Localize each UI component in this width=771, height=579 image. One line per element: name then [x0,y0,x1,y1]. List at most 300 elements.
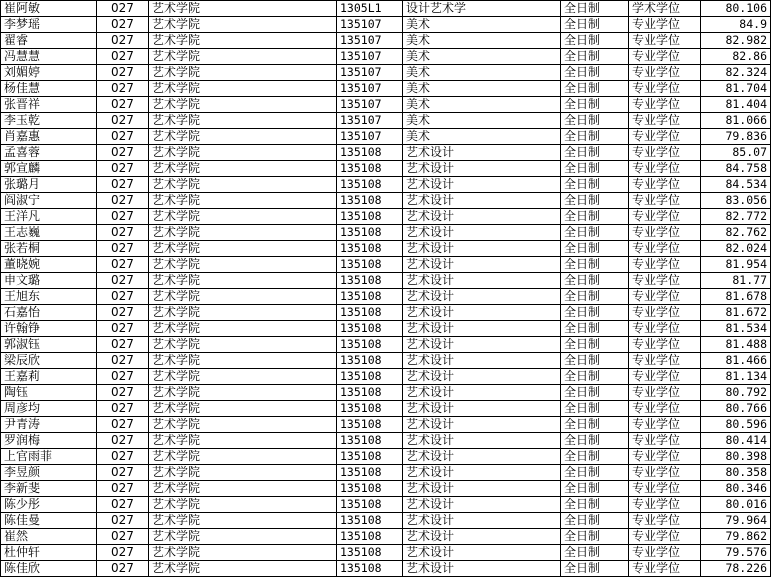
name-cell: 杜仲轩 [1,545,97,561]
degree-type-cell: 专业学位 [629,289,701,305]
name-cell: 董晓婉 [1,257,97,273]
study-mode-cell: 全日制 [561,257,629,273]
major-cell: 艺术设计 [403,337,561,353]
major-cell: 艺术设计 [403,209,561,225]
name-cell: 李玉乾 [1,113,97,129]
major-cell: 设计艺术学 [403,1,561,17]
score-cell: 80.016 [701,497,771,513]
major-code-cell: 135108 [337,337,403,353]
score-cell: 80.596 [701,417,771,433]
degree-type-cell: 专业学位 [629,529,701,545]
college-cell: 艺术学院 [149,449,337,465]
degree-type-cell: 专业学位 [629,545,701,561]
dept-code-cell: 027 [97,161,149,177]
degree-type-cell: 专业学位 [629,177,701,193]
degree-type-cell: 专业学位 [629,209,701,225]
study-mode-cell: 全日制 [561,529,629,545]
major-code-cell: 135107 [337,81,403,97]
major-code-cell: 135108 [337,497,403,513]
dept-code-cell: 027 [97,257,149,273]
score-cell: 85.07 [701,145,771,161]
dept-code-cell: 027 [97,65,149,81]
table-row [1,97,771,113]
major-cell: 艺术设计 [403,465,561,481]
dept-code-cell: 027 [97,337,149,353]
table-row [1,497,771,513]
major-code-cell: 135108 [337,177,403,193]
dept-code-cell: 027 [97,177,149,193]
score-cell: 83.056 [701,193,771,209]
major-code-cell: 135107 [337,49,403,65]
dept-code-cell: 027 [97,305,149,321]
table-row [1,561,771,577]
table-row [1,513,771,529]
table-row [1,305,771,321]
degree-type-cell: 专业学位 [629,129,701,145]
college-cell: 艺术学院 [149,401,337,417]
college-cell: 艺术学院 [149,1,337,17]
table-row [1,49,771,65]
score-cell: 80.358 [701,465,771,481]
study-mode-cell: 全日制 [561,369,629,385]
degree-type-cell: 专业学位 [629,161,701,177]
dept-code-cell: 027 [97,81,149,97]
name-cell: 郭宣麟 [1,161,97,177]
name-cell: 周彦均 [1,401,97,417]
table-row [1,433,771,449]
dept-code-cell: 027 [97,353,149,369]
study-mode-cell: 全日制 [561,177,629,193]
major-cell: 艺术设计 [403,545,561,561]
name-cell: 陈佳曼 [1,513,97,529]
degree-type-cell: 专业学位 [629,321,701,337]
college-cell: 艺术学院 [149,513,337,529]
dept-code-cell: 027 [97,401,149,417]
table-row [1,161,771,177]
score-cell: 82.982 [701,33,771,49]
dept-code-cell: 027 [97,385,149,401]
dept-code-cell: 027 [97,33,149,49]
study-mode-cell: 全日制 [561,193,629,209]
major-cell: 艺术设计 [403,401,561,417]
major-code-cell: 135108 [337,193,403,209]
major-code-cell: 135108 [337,273,403,289]
degree-type-cell: 专业学位 [629,225,701,241]
major-code-cell: 135107 [337,129,403,145]
major-cell: 艺术设计 [403,449,561,465]
table-body [1,1,771,577]
college-cell: 艺术学院 [149,321,337,337]
score-cell: 81.134 [701,369,771,385]
major-code-cell: 1305L1 [337,1,403,17]
score-cell: 81.404 [701,97,771,113]
college-cell: 艺术学院 [149,17,337,33]
name-cell: 陈少彤 [1,497,97,513]
dept-code-cell: 027 [97,145,149,161]
major-code-cell: 135108 [337,289,403,305]
table-row [1,209,771,225]
major-code-cell: 135107 [337,33,403,49]
study-mode-cell: 全日制 [561,385,629,401]
name-cell: 申文璐 [1,273,97,289]
table-row [1,241,771,257]
major-cell: 艺术设计 [403,417,561,433]
degree-type-cell: 学术学位 [629,1,701,17]
degree-type-cell: 专业学位 [629,193,701,209]
score-cell: 79.862 [701,529,771,545]
college-cell: 艺术学院 [149,209,337,225]
study-mode-cell: 全日制 [561,497,629,513]
table-row [1,385,771,401]
name-cell: 翟睿 [1,33,97,49]
study-mode-cell: 全日制 [561,337,629,353]
score-cell: 84.9 [701,17,771,33]
major-cell: 艺术设计 [403,529,561,545]
major-code-cell: 135108 [337,257,403,273]
study-mode-cell: 全日制 [561,33,629,49]
major-code-cell: 135108 [337,433,403,449]
major-cell: 艺术设计 [403,353,561,369]
dept-code-cell: 027 [97,433,149,449]
major-code-cell: 135108 [337,353,403,369]
name-cell: 崔阿敏 [1,1,97,17]
score-cell: 80.766 [701,401,771,417]
degree-type-cell: 专业学位 [629,97,701,113]
table-row [1,193,771,209]
degree-type-cell: 专业学位 [629,337,701,353]
college-cell: 艺术学院 [149,369,337,385]
study-mode-cell: 全日制 [561,433,629,449]
major-cell: 艺术设计 [403,369,561,385]
college-cell: 艺术学院 [149,161,337,177]
study-mode-cell: 全日制 [561,545,629,561]
college-cell: 艺术学院 [149,417,337,433]
degree-type-cell: 专业学位 [629,113,701,129]
table-row [1,273,771,289]
degree-type-cell: 专业学位 [629,417,701,433]
major-code-cell: 135108 [337,209,403,225]
score-cell: 80.414 [701,433,771,449]
degree-type-cell: 专业学位 [629,65,701,81]
score-cell: 81.954 [701,257,771,273]
study-mode-cell: 全日制 [561,241,629,257]
major-cell: 美术 [403,33,561,49]
major-cell: 艺术设计 [403,321,561,337]
score-cell: 81.704 [701,81,771,97]
name-cell: 上官雨菲 [1,449,97,465]
major-cell: 艺术设计 [403,225,561,241]
major-cell: 艺术设计 [403,289,561,305]
study-mode-cell: 全日制 [561,465,629,481]
dept-code-cell: 027 [97,289,149,305]
study-mode-cell: 全日制 [561,129,629,145]
degree-type-cell: 专业学位 [629,385,701,401]
dept-code-cell: 027 [97,97,149,113]
dept-code-cell: 027 [97,49,149,65]
table-row [1,1,771,17]
table-row [1,177,771,193]
dept-code-cell: 027 [97,273,149,289]
college-cell: 艺术学院 [149,193,337,209]
major-code-cell: 135108 [337,529,403,545]
study-mode-cell: 全日制 [561,49,629,65]
major-code-cell: 135108 [337,145,403,161]
table-row [1,129,771,145]
name-cell: 张晋祥 [1,97,97,113]
table-row [1,449,771,465]
degree-type-cell: 专业学位 [629,49,701,65]
study-mode-cell: 全日制 [561,561,629,577]
table-row [1,257,771,273]
study-mode-cell: 全日制 [561,1,629,17]
dept-code-cell: 027 [97,369,149,385]
degree-type-cell: 专业学位 [629,497,701,513]
study-mode-cell: 全日制 [561,513,629,529]
name-cell: 王嘉莉 [1,369,97,385]
major-code-cell: 135107 [337,17,403,33]
college-cell: 艺术学院 [149,145,337,161]
score-cell: 84.758 [701,161,771,177]
major-code-cell: 135108 [337,401,403,417]
study-mode-cell: 全日制 [561,481,629,497]
score-cell: 81.534 [701,321,771,337]
college-cell: 艺术学院 [149,545,337,561]
name-cell: 罗润梅 [1,433,97,449]
score-cell: 84.534 [701,177,771,193]
study-mode-cell: 全日制 [561,305,629,321]
college-cell: 艺术学院 [149,497,337,513]
college-cell: 艺术学院 [149,225,337,241]
name-cell: 王旭东 [1,289,97,305]
score-cell: 82.024 [701,241,771,257]
study-mode-cell: 全日制 [561,113,629,129]
college-cell: 艺术学院 [149,433,337,449]
study-mode-cell: 全日制 [561,81,629,97]
score-cell: 80.346 [701,481,771,497]
college-cell: 艺术学院 [149,113,337,129]
major-cell: 美术 [403,97,561,113]
study-mode-cell: 全日制 [561,273,629,289]
college-cell: 艺术学院 [149,337,337,353]
major-code-cell: 135108 [337,321,403,337]
name-cell: 刘媚婷 [1,65,97,81]
table-row [1,65,771,81]
degree-type-cell: 专业学位 [629,17,701,33]
degree-type-cell: 专业学位 [629,481,701,497]
score-cell: 79.576 [701,545,771,561]
college-cell: 艺术学院 [149,241,337,257]
major-code-cell: 135108 [337,369,403,385]
degree-type-cell: 专业学位 [629,353,701,369]
study-mode-cell: 全日制 [561,321,629,337]
college-cell: 艺术学院 [149,97,337,113]
score-cell: 81.678 [701,289,771,305]
major-code-cell: 135108 [337,513,403,529]
college-cell: 艺术学院 [149,305,337,321]
name-cell: 冯慧慧 [1,49,97,65]
major-cell: 艺术设计 [403,513,561,529]
score-cell: 81.77 [701,273,771,289]
table-row [1,17,771,33]
dept-code-cell: 027 [97,529,149,545]
dept-code-cell: 027 [97,497,149,513]
major-code-cell: 135108 [337,561,403,577]
table-row [1,145,771,161]
degree-type-cell: 专业学位 [629,513,701,529]
major-code-cell: 135108 [337,385,403,401]
major-cell: 艺术设计 [403,241,561,257]
dept-code-cell: 027 [97,417,149,433]
major-cell: 艺术设计 [403,145,561,161]
score-cell: 81.466 [701,353,771,369]
major-code-cell: 135107 [337,65,403,81]
study-mode-cell: 全日制 [561,161,629,177]
degree-type-cell: 专业学位 [629,241,701,257]
college-cell: 艺术学院 [149,177,337,193]
major-cell: 美术 [403,129,561,145]
college-cell: 艺术学院 [149,273,337,289]
college-cell: 艺术学院 [149,561,337,577]
score-cell: 82.86 [701,49,771,65]
dept-code-cell: 027 [97,449,149,465]
dept-code-cell: 027 [97,17,149,33]
degree-type-cell: 专业学位 [629,273,701,289]
college-cell: 艺术学院 [149,65,337,81]
score-cell: 79.964 [701,513,771,529]
major-cell: 艺术设计 [403,161,561,177]
score-cell: 81.488 [701,337,771,353]
major-cell: 艺术设计 [403,481,561,497]
degree-type-cell: 专业学位 [629,145,701,161]
college-cell: 艺术学院 [149,49,337,65]
table-row [1,417,771,433]
score-cell: 81.066 [701,113,771,129]
major-code-cell: 135108 [337,481,403,497]
table-row [1,225,771,241]
degree-type-cell: 专业学位 [629,465,701,481]
major-cell: 美术 [403,65,561,81]
major-cell: 美术 [403,81,561,97]
major-code-cell: 135108 [337,225,403,241]
table-row [1,529,771,545]
major-cell: 艺术设计 [403,561,561,577]
degree-type-cell: 专业学位 [629,401,701,417]
major-code-cell: 135108 [337,305,403,321]
name-cell: 陶钰 [1,385,97,401]
study-mode-cell: 全日制 [561,401,629,417]
table-row [1,481,771,497]
name-cell: 李梦瑶 [1,17,97,33]
name-cell: 石嘉怡 [1,305,97,321]
dept-code-cell: 027 [97,113,149,129]
major-cell: 艺术设计 [403,273,561,289]
score-cell: 78.226 [701,561,771,577]
degree-type-cell: 专业学位 [629,257,701,273]
table-row [1,321,771,337]
study-mode-cell: 全日制 [561,417,629,433]
name-cell: 许翰铮 [1,321,97,337]
table-row [1,369,771,385]
major-cell: 美术 [403,17,561,33]
degree-type-cell: 专业学位 [629,449,701,465]
dept-code-cell: 027 [97,1,149,17]
name-cell: 李新斐 [1,481,97,497]
degree-type-cell: 专业学位 [629,369,701,385]
score-cell: 79.836 [701,129,771,145]
major-code-cell: 135107 [337,97,403,113]
table-row [1,465,771,481]
table-row [1,353,771,369]
major-code-cell: 135108 [337,465,403,481]
table-row [1,113,771,129]
name-cell: 郭淑钰 [1,337,97,353]
dept-code-cell: 027 [97,465,149,481]
dept-code-cell: 027 [97,513,149,529]
study-mode-cell: 全日制 [561,449,629,465]
table-row [1,81,771,97]
major-cell: 艺术设计 [403,193,561,209]
score-cell: 81.672 [701,305,771,321]
major-cell: 艺术设计 [403,177,561,193]
college-cell: 艺术学院 [149,529,337,545]
table-row [1,289,771,305]
degree-type-cell: 专业学位 [629,33,701,49]
table-row [1,401,771,417]
name-cell: 张若桐 [1,241,97,257]
score-cell: 82.772 [701,209,771,225]
study-mode-cell: 全日制 [561,353,629,369]
major-code-cell: 135108 [337,161,403,177]
study-mode-cell: 全日制 [561,209,629,225]
dept-code-cell: 027 [97,209,149,225]
major-code-cell: 135108 [337,417,403,433]
major-cell: 艺术设计 [403,257,561,273]
score-cell: 80.792 [701,385,771,401]
name-cell: 崔然 [1,529,97,545]
dept-code-cell: 027 [97,225,149,241]
major-cell: 艺术设计 [403,305,561,321]
degree-type-cell: 专业学位 [629,561,701,577]
dept-code-cell: 027 [97,321,149,337]
major-cell: 艺术设计 [403,497,561,513]
name-cell: 梁辰欣 [1,353,97,369]
major-code-cell: 135108 [337,241,403,257]
dept-code-cell: 027 [97,241,149,257]
college-cell: 艺术学院 [149,481,337,497]
major-code-cell: 135107 [337,113,403,129]
major-cell: 美术 [403,113,561,129]
study-mode-cell: 全日制 [561,97,629,113]
name-cell: 阎淑宁 [1,193,97,209]
major-cell: 艺术设计 [403,433,561,449]
dept-code-cell: 027 [97,129,149,145]
college-cell: 艺术学院 [149,385,337,401]
table-row [1,337,771,353]
degree-type-cell: 专业学位 [629,305,701,321]
name-cell: 肖嘉惠 [1,129,97,145]
score-cell: 80.106 [701,1,771,17]
name-cell: 杨佳慧 [1,81,97,97]
college-cell: 艺术学院 [149,81,337,97]
study-mode-cell: 全日制 [561,65,629,81]
name-cell: 孟喜蓉 [1,145,97,161]
college-cell: 艺术学院 [149,33,337,49]
name-cell: 陈佳欣 [1,561,97,577]
name-cell: 张璐月 [1,177,97,193]
study-mode-cell: 全日制 [561,17,629,33]
major-cell: 美术 [403,49,561,65]
college-cell: 艺术学院 [149,465,337,481]
